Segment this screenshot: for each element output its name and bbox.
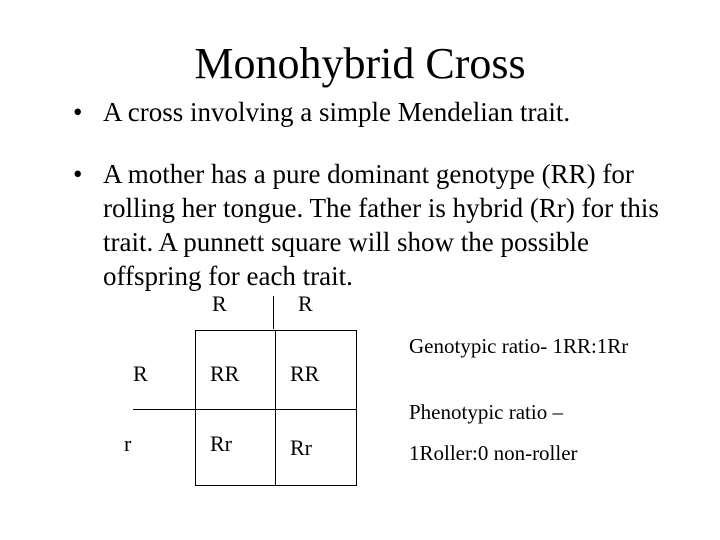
grid-divider-top [273,296,274,329]
bullet-text: A cross involving a simple Mendelian trait. [103,97,571,127]
grid-line-left [195,330,196,485]
punnett-cell: Rr [290,435,312,460]
column-header: R [298,291,313,316]
grid-line-middle-horizontal [133,409,357,410]
bullet-item [73,157,678,293]
grid-line-top [195,330,357,331]
grid-line-bottom [195,485,357,486]
bullet-marker: • [73,159,83,189]
genotypic-ratio: Genotypic ratio- 1RR:1Rr [409,334,629,358]
phenotypic-ratio-value: 1Roller:0 non-roller [409,441,578,465]
phenotypic-ratio-label: Phenotypic ratio – [409,400,563,424]
grid-line-middle-vertical [275,330,276,485]
bullet-text: A mother has a pure dominant genotype (RR) for rolling her tongue. The father is hybrid (Rr) for this trait. A punnett square will show the possible offspring for each trait. [103,159,659,291]
grid-line-right [356,330,357,485]
row-header: R [133,361,148,386]
bullet-item [73,95,678,129]
row-header: r [124,431,132,456]
punnett-cell: Rr [210,431,232,456]
punnett-cell: RR [210,361,240,386]
slide-title: Monohybrid Cross [194,39,526,88]
column-header: R [212,291,227,316]
punnett-cell: RR [290,361,320,386]
bullet-marker: • [73,97,83,127]
